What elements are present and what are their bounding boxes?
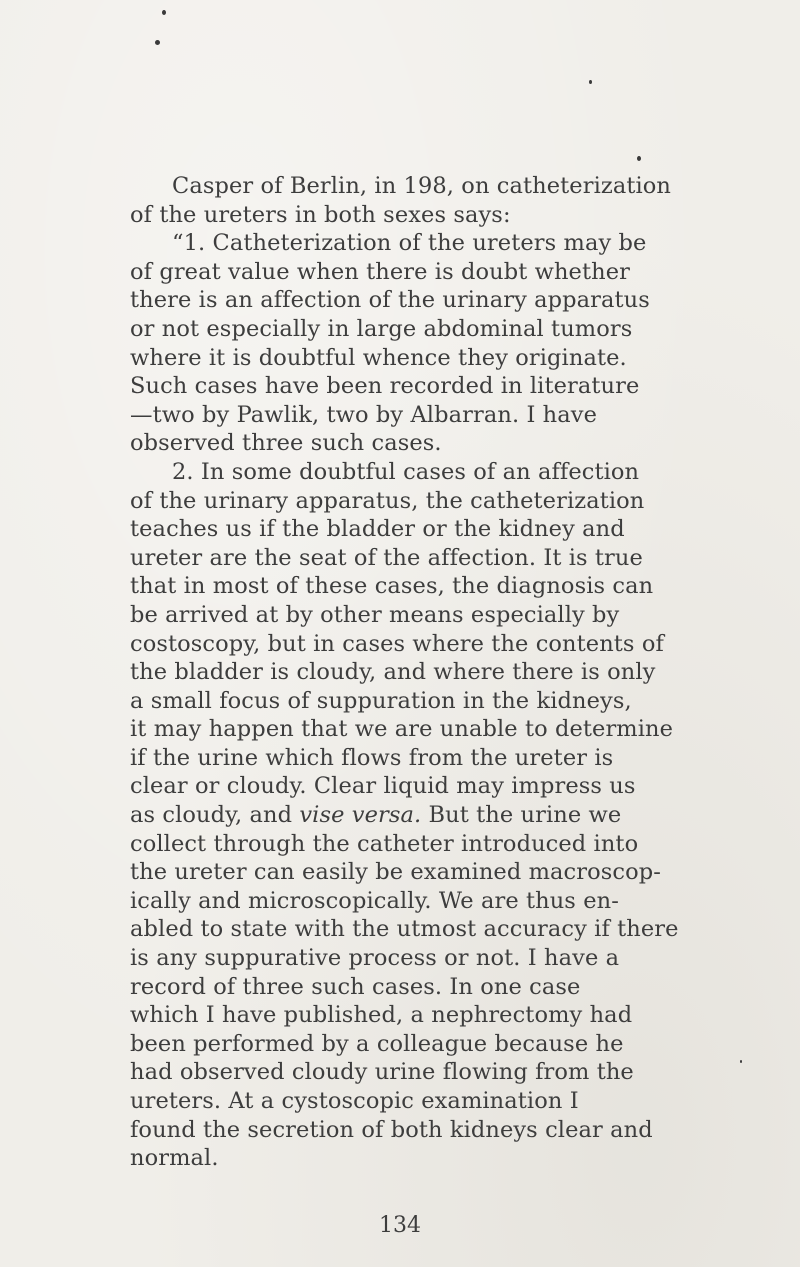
text-line: costoscopy, but in cases where the contents of xyxy=(130,630,664,657)
text-segment: as cloudy, and xyxy=(130,802,300,829)
text-line: of the ureters in both sexes says: xyxy=(130,201,511,228)
text-line: the ureter can easily be examined macroscop- xyxy=(130,859,661,886)
text-line: collect through the catheter introduced into xyxy=(130,830,639,857)
print-speck xyxy=(589,80,592,84)
text-line: there is an affection of the urinary apparatus xyxy=(130,287,650,314)
italic-phrase: vise versa. xyxy=(299,802,422,829)
body-text xyxy=(130,172,730,1173)
text-line: 2. In some doubtful cases of an affection xyxy=(172,458,640,485)
print-speck xyxy=(162,10,166,15)
text-line: —two by Pawlik, two by Albarran. I have xyxy=(130,401,598,428)
text-line: abled to state with the utmost accuracy if there xyxy=(130,916,679,943)
text-line: that in most of these cases, the diagnosis can xyxy=(130,573,654,600)
print-speck xyxy=(740,1060,742,1063)
text-line: is any suppurative process or not. I have a xyxy=(130,945,620,972)
text-line-with-italic xyxy=(130,801,730,830)
text-line: be arrived at by other means especially by xyxy=(130,601,620,628)
text-line: record of three such cases. In one case xyxy=(130,973,581,1000)
print-speck xyxy=(155,40,160,45)
text-line: a small focus of suppuration in the kidneys, xyxy=(130,687,632,714)
text-line: if the urine which flows from the ureter is xyxy=(130,744,614,771)
text-line: the bladder is cloudy, and where there is only xyxy=(130,659,656,686)
text-line: of the urinary apparatus, the catheterization xyxy=(130,487,645,514)
text-line: clear or cloudy. Clear liquid may impress us xyxy=(130,773,636,800)
text-line: where it is doubtful whence they originate. xyxy=(130,344,627,371)
text-line: Such cases have been recorded in literature xyxy=(130,373,640,400)
text-line: observed three such cases. xyxy=(130,430,442,457)
text-line: of great value when there is doubt whether xyxy=(130,258,630,285)
text-line: or not especially in large abdominal tumors xyxy=(130,315,633,342)
text-line: normal. xyxy=(130,1145,219,1172)
print-speck xyxy=(637,156,641,161)
text-line: which I have published, a nephrectomy had xyxy=(130,1002,633,1029)
text-line: ically and microscopically. We are thus en- xyxy=(130,887,619,914)
text-line: it may happen that we are unable to determine xyxy=(130,716,674,743)
text-line: “1. Catheterization of the ureters may be xyxy=(172,230,647,257)
text-line: ureters. At a cystoscopic examination I xyxy=(130,1088,579,1114)
text-segment: But the urine we xyxy=(421,802,622,829)
text-line: teaches us if the bladder or the kidney and xyxy=(130,516,625,543)
text-line: found the secretion of both kidneys clear and xyxy=(130,1116,653,1143)
page-number: 134 xyxy=(379,1213,421,1238)
text-line: Casper of Berlin, in 198, on catheterization xyxy=(172,173,672,199)
text-line: been performed by a colleague because he xyxy=(130,1030,624,1057)
text-line: had observed cloudy urine flowing from the xyxy=(130,1059,634,1086)
text-line: ureter are the seat of the affection. It is true xyxy=(130,544,643,571)
